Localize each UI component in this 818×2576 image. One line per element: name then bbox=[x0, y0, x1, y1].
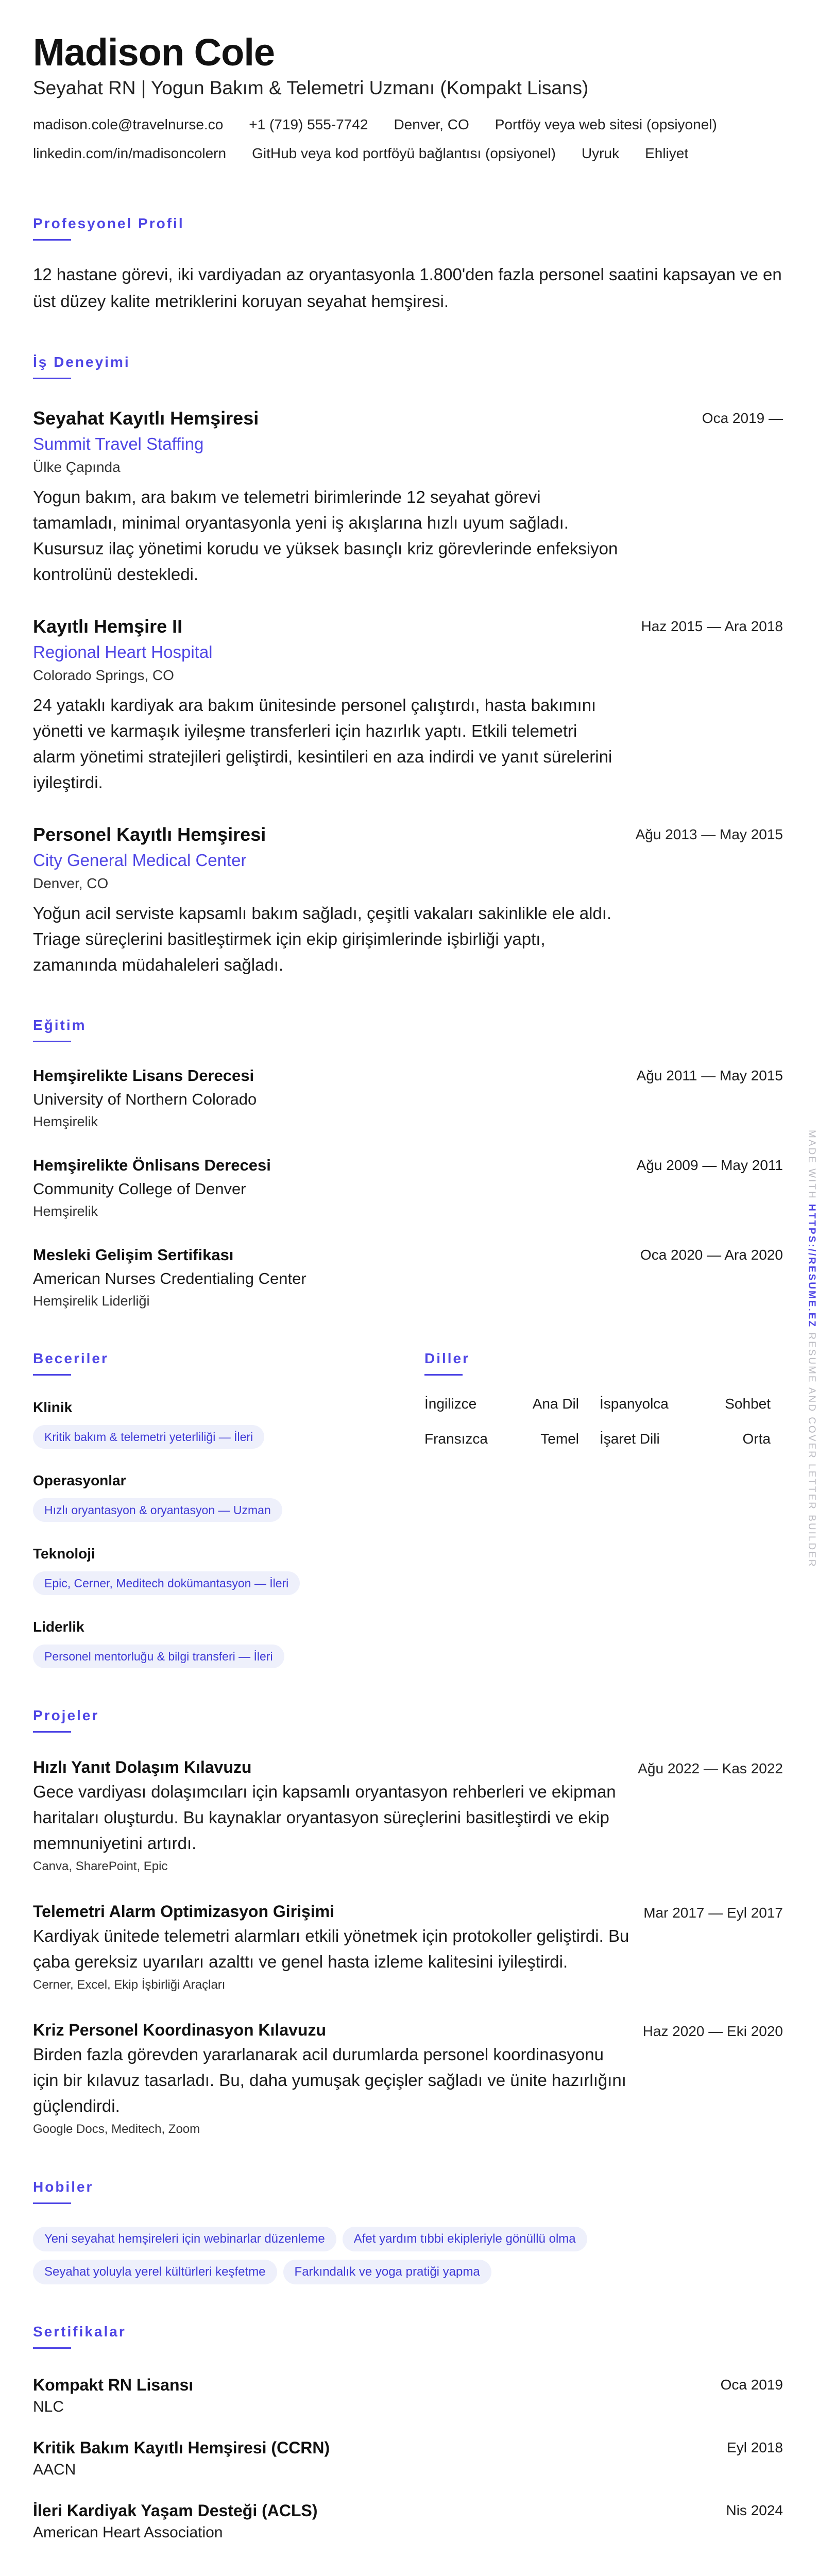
job-location: Denver, CO bbox=[33, 875, 109, 891]
language-item bbox=[600, 1427, 775, 1451]
hobby-pill: Farkındalık ve yoga pratiği yapma bbox=[283, 2260, 491, 2284]
certification-issuer: AACN bbox=[33, 2461, 76, 2478]
contact-github[interactable]: GitHub veya kod portföyü bağlantısı (opsiyonel) bbox=[252, 145, 556, 161]
certification-entry bbox=[33, 2374, 783, 2418]
education-entry bbox=[33, 1064, 783, 1132]
education-date: Oca 2020 — Ara 2020 bbox=[640, 1247, 783, 1263]
contact-nationality: Uyruk bbox=[581, 145, 620, 161]
project-name: Hızlı Yanıt Dolaşım Kılavuzu bbox=[33, 1758, 252, 1776]
certification-date: Nis 2024 bbox=[726, 2502, 783, 2518]
job-company: City General Medical Center bbox=[33, 851, 247, 870]
job-date: Oca 2019 — bbox=[702, 410, 783, 426]
certification-name: Kompakt RN Lisansı bbox=[33, 2376, 194, 2394]
watermark-text bbox=[806, 1130, 817, 1568]
languages-section bbox=[424, 1348, 783, 1668]
project-tech: Google Docs, Meditech, Zoom bbox=[33, 2122, 200, 2136]
experience-section bbox=[33, 352, 783, 978]
contact-linkedin[interactable]: linkedin.com/in/madisoncolern bbox=[33, 145, 227, 161]
watermark-suffix: RESUME AND COVER LETTER BUILDER bbox=[806, 1328, 817, 1568]
language-level: Temel bbox=[540, 1431, 579, 1447]
school: University of Northern Colorado bbox=[33, 1090, 257, 1108]
language-level: Orta bbox=[742, 1431, 771, 1447]
job-description: Yogun bakım, ara bakım ve telemetri birimlerinde 12 seyahat görevi tamamladı, minimal oryantasyonla yeni iş akışlarına hızlı uyum sağladı. Kusursuz ilaç yönetimi korudu ve yüksek basınçlı kriz görevlerinde enfeksiyon kontrolünü destekledi. bbox=[33, 487, 618, 584]
language-name: İngilizce bbox=[424, 1396, 477, 1412]
language-level: Sohbet bbox=[725, 1396, 771, 1412]
skill-category bbox=[33, 1470, 424, 1522]
section-title: İş Deneyimi bbox=[33, 354, 130, 370]
profile-summary: 12 hastane görevi, iki vardiyadan az oryantasyonla 1.800'den fazla personel saatini kapsayan ve en üst düzey kalite metriklerini koruyan seyahat hemşiresi. bbox=[33, 265, 782, 311]
project-tech: Cerner, Excel, Ekip İşbirliği Araçları bbox=[33, 1978, 226, 1992]
hobbies-section bbox=[33, 2177, 783, 2284]
education-section bbox=[33, 1015, 783, 1311]
watermark-prefix: MADE WITH bbox=[806, 1129, 817, 1204]
section-title: Hobiler bbox=[33, 2179, 94, 2195]
job-title: Personel Kayıtlı Hemşiresi bbox=[33, 824, 266, 845]
education-date: Ağu 2009 — May 2011 bbox=[636, 1157, 783, 1173]
field-of-study: Hemşirelik bbox=[33, 1114, 98, 1129]
section-rule bbox=[33, 1374, 71, 1376]
project-date: Ağu 2022 — Kas 2022 bbox=[638, 1760, 783, 1776]
project-description: Gece vardiyası dolaşımcıları için kapsamlı oryantasyon rehberleri ve ekipman haritaları oluşturdu. Bu kaynaklar oryantasyon süreçlerini basitleştirdi ve ekip memnuniyetini artırdı. bbox=[33, 1782, 616, 1853]
candidate-name: Madison Cole bbox=[33, 31, 275, 74]
job-date: Ağu 2013 — May 2015 bbox=[635, 826, 783, 842]
language-item bbox=[600, 1392, 775, 1416]
hobby-pill: Afet yardım tıbbi ekipleriyle gönüllü olma bbox=[343, 2227, 587, 2251]
watermark-link[interactable]: HTTPS://RESUME.EZ bbox=[806, 1204, 817, 1328]
skill-pill: Epic, Cerner, Meditech dokümantasyon — İleri bbox=[33, 1571, 300, 1595]
degree: Hemşirelikte Lisans Derecesi bbox=[33, 1066, 254, 1084]
project-tech: Canva, SharePoint, Epic bbox=[33, 1859, 168, 1873]
builder-watermark bbox=[804, 1129, 818, 1568]
field-of-study: Hemşirelik Liderliği bbox=[33, 1293, 150, 1309]
section-title: Beceriler bbox=[33, 1350, 109, 1366]
project-description: Birden fazla görevden yararlanarak acil durumlarda personel koordinasyonu için bir kılavuz tasarladı. Bu, daha yumuşak geçişler sağladı ve ünite hazırlığını güçlendirdi. bbox=[33, 2045, 626, 2115]
project-name: Kriz Personel Koordinasyon Kılavuzu bbox=[33, 2021, 326, 2039]
contact-license: Ehliyet bbox=[645, 145, 689, 161]
language-name: İşaret Dili bbox=[600, 1431, 660, 1447]
project-entry bbox=[33, 1755, 783, 1877]
skill-category-title: Klinik bbox=[33, 1399, 73, 1415]
education-entry bbox=[33, 1243, 783, 1311]
section-title: Eğitim bbox=[33, 1017, 87, 1033]
profile-section bbox=[33, 213, 783, 315]
certification-entry bbox=[33, 2436, 783, 2481]
education-entry bbox=[33, 1154, 783, 1222]
school: American Nurses Credentialing Center bbox=[33, 1269, 306, 1287]
contact-location: Denver, CO bbox=[394, 116, 469, 132]
job-title: Seyahat Kayıtlı Hemşiresi bbox=[33, 408, 259, 429]
project-date: Mar 2017 — Eyl 2017 bbox=[643, 1905, 783, 1921]
hobby-list bbox=[33, 2218, 783, 2284]
section-rule bbox=[33, 1731, 71, 1733]
skill-pill: Hızlı oryantasyon & oryantasyon — Uzman bbox=[33, 1498, 282, 1522]
section-rule bbox=[33, 378, 71, 379]
language-name: Fransızca bbox=[424, 1431, 488, 1447]
contact-portfolio[interactable]: Portföy veya web sitesi (opsiyonel) bbox=[495, 116, 717, 132]
project-description: Kardiyak ünitede telemetri alarmları etkili yönetmek için protokoller geliştirdi. Bu çaba gereksiz uyarıları azalttı ve genel hasta izleme kalitesini iyileştirdi. bbox=[33, 1926, 629, 1971]
skill-category bbox=[33, 1397, 424, 1449]
job-title: Kayıtlı Hemşire II bbox=[33, 616, 183, 637]
skill-category-title: Teknoloji bbox=[33, 1546, 95, 1562]
language-item bbox=[424, 1392, 600, 1416]
certification-date: Oca 2019 bbox=[720, 2377, 783, 2393]
skill-category bbox=[33, 1544, 424, 1595]
degree: Hemşirelikte Önlisans Derecesi bbox=[33, 1156, 271, 1174]
certification-issuer: NLC bbox=[33, 2398, 64, 2415]
field-of-study: Hemşirelik bbox=[33, 1204, 98, 1219]
job-date: Haz 2015 — Ara 2018 bbox=[641, 618, 783, 634]
skill-category-title: Liderlik bbox=[33, 1619, 84, 1635]
section-title: Sertifikalar bbox=[33, 2324, 126, 2340]
section-rule bbox=[33, 2347, 71, 2349]
language-level: Ana Dil bbox=[532, 1396, 579, 1412]
certifications-section bbox=[33, 2321, 783, 2544]
language-item bbox=[424, 1427, 600, 1451]
section-rule bbox=[33, 239, 71, 241]
projects-section bbox=[33, 1705, 783, 2140]
section-rule bbox=[33, 1041, 71, 1042]
project-entry bbox=[33, 2018, 783, 2140]
experience-entry bbox=[33, 613, 783, 795]
hobby-pill: Seyahat yoluyla yerel kültürleri keşfetme bbox=[33, 2260, 277, 2284]
job-description: 24 yataklı kardiyak ara bakım ünitesinde personel çalıştırdı, hasta bakımını yönetti ve karmaşık iyileşme transferleri için hazırlık yaptı. Etkili telemetri alarm yönetimi stratejileri geliştirdi, kesintileri en aza indirdi ve yanıt sürelerini iyileştirdi. bbox=[33, 696, 612, 792]
skill-category bbox=[33, 1617, 424, 1668]
certification-date: Eyl 2018 bbox=[727, 2439, 783, 2455]
skill-category-title: Operasyonlar bbox=[33, 1472, 126, 1488]
contact-phone[interactable]: +1 (719) 555-7742 bbox=[249, 116, 368, 132]
certification-issuer: American Heart Association bbox=[33, 2524, 223, 2541]
section-title: Diller bbox=[424, 1350, 470, 1366]
language-grid bbox=[424, 1392, 783, 1451]
skills-section bbox=[33, 1348, 424, 1668]
job-location: Colorado Springs, CO bbox=[33, 667, 174, 683]
contact-email[interactable]: madison.cole@travelnurse.co bbox=[33, 116, 224, 132]
experience-entry bbox=[33, 405, 783, 587]
certification-name: İleri Kardiyak Yaşam Desteği (ACLS) bbox=[33, 2501, 318, 2520]
school: Community College of Denver bbox=[33, 1180, 246, 1198]
section-rule bbox=[33, 2202, 71, 2204]
language-name: İspanyolca bbox=[600, 1396, 669, 1412]
contact-line bbox=[33, 112, 780, 166]
certification-entry bbox=[33, 2499, 783, 2544]
education-date: Ağu 2011 — May 2015 bbox=[636, 1067, 783, 1083]
skill-pill: Kritik bakım & telemetri yeterliliği — İleri bbox=[33, 1425, 264, 1449]
job-company: Regional Heart Hospital bbox=[33, 642, 213, 662]
resume-page bbox=[33, 30, 783, 2544]
degree: Mesleki Gelişim Sertifikası bbox=[33, 1246, 234, 1264]
section-rule bbox=[424, 1374, 463, 1376]
skill-pill: Personel mentorluğu & bilgi transferi — İleri bbox=[33, 1645, 284, 1668]
hobby-pill: Yeni seyahat hemşireleri için webinarlar düzenleme bbox=[33, 2227, 336, 2251]
section-title: Profesyonel Profil bbox=[33, 215, 184, 231]
job-description: Yoğun acil serviste kapsamlı bakım sağladı, çeşitli vakaları sakinlikle ele aldı. Triage süreçlerini basitleştirmek için ekip girişimlerinde işbirliği yaptı, zamanında müdahaleleri sağladı. bbox=[33, 904, 612, 974]
certification-name: Kritik Bakım Kayıtlı Hemşiresi (CCRN) bbox=[33, 2438, 330, 2457]
section-title: Projeler bbox=[33, 1707, 99, 1723]
project-date: Haz 2020 — Eki 2020 bbox=[642, 2023, 783, 2039]
job-location: Ülke Çapında bbox=[33, 459, 121, 475]
project-name: Telemetri Alarm Optimizasyon Girişimi bbox=[33, 1902, 335, 1921]
project-entry bbox=[33, 1900, 783, 1995]
skills-languages-row bbox=[33, 1348, 783, 1668]
headline: Seyahat RN | Yogun Bakım & Telemetri Uzmanı (Kompakt Lisans) bbox=[33, 77, 589, 98]
experience-entry bbox=[33, 821, 783, 978]
job-company: Summit Travel Staffing bbox=[33, 434, 204, 453]
